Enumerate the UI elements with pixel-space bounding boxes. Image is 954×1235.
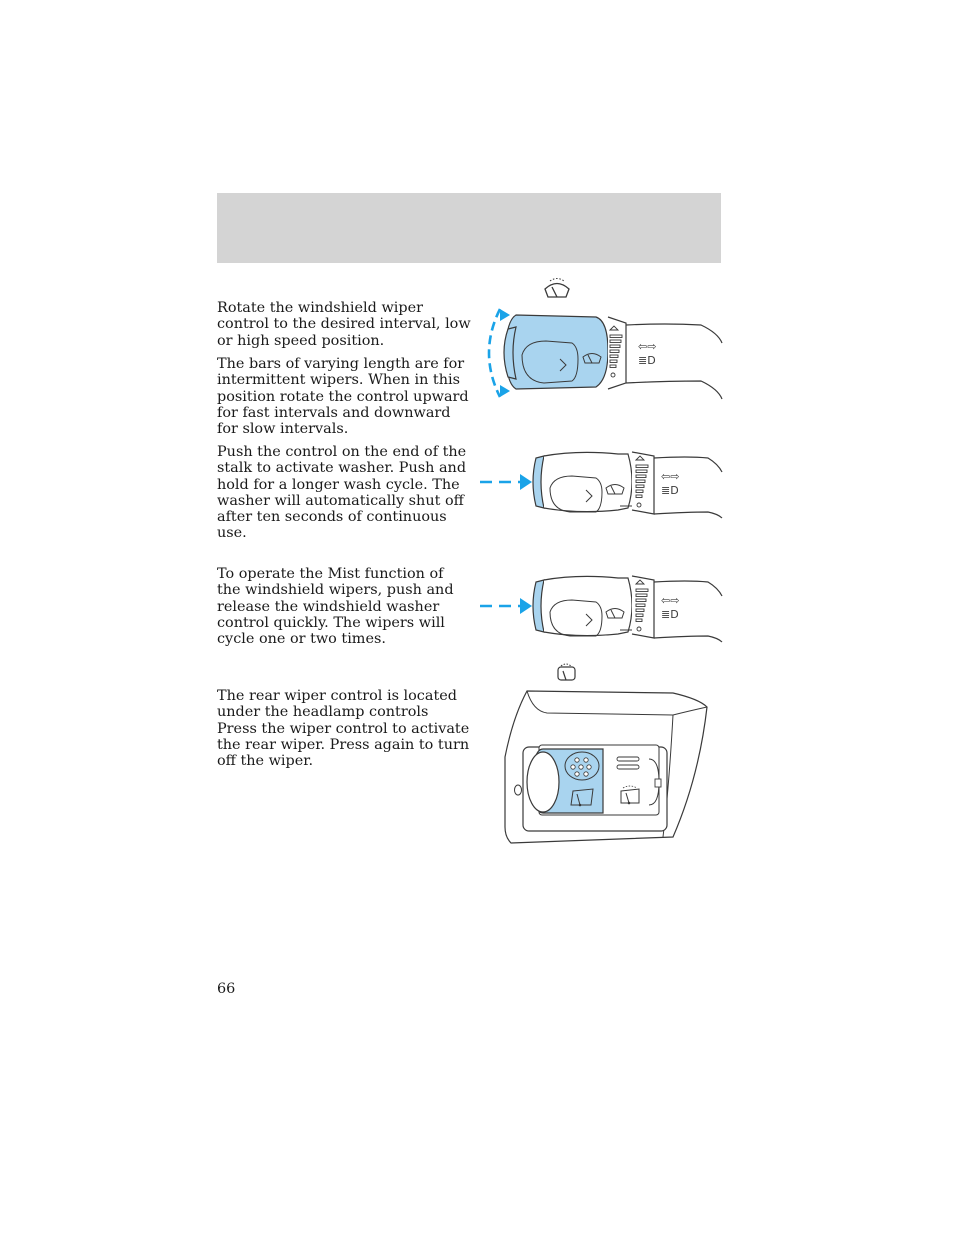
high-beam-icon: ≣D [638, 354, 656, 367]
rear-wiper-switch-figure [503, 687, 711, 847]
stalk-arm-bottom [626, 381, 722, 399]
paragraph-mist: To operate the Mist function of the windshield wipers, push and release the windshield washer control quickly. The wipers will cycle one or two times. [217, 566, 454, 648]
section-header-band [217, 193, 721, 263]
knob-face [527, 752, 559, 812]
washer-stalk-figure [478, 442, 722, 520]
mist-stalk-figure [478, 566, 722, 644]
turn-signal-icon: ⇦⇨ [661, 594, 680, 607]
high-beam-icon: ≣D [661, 608, 679, 621]
turn-signal-icon: ⇦⇨ [661, 470, 680, 483]
paragraph-intermittent-bars: The bars of varying length are for intermittent wipers. When in this position rotate the control upward for fast intervals and downward for slow intervals. [217, 356, 469, 438]
turn-signal-icon: ⇦⇨ [638, 340, 657, 353]
washer-push-end [533, 580, 544, 632]
wiper-control-sleeve [506, 315, 608, 389]
paragraph-washer: Push the control on the end of the stalk to activate washer. Push and hold for a longer wash cycle. The washer will automatically shut off after ten seconds of continuous use. [217, 444, 467, 542]
rear-wiper-icon [556, 662, 578, 684]
windshield-wiper-icon [541, 275, 573, 301]
high-beam-icon: ≣D [661, 484, 679, 497]
rotate-wiper-stalk-figure [486, 303, 722, 403]
washer-push-end [533, 456, 544, 508]
rotate-direction-arrow [489, 309, 500, 397]
page-number: 66 [217, 981, 236, 997]
paragraph-rear-wiper: The rear wiper control is located under the headlamp controls Press the wiper control to activate the rear wiper. Press again to turn off the wiper. [217, 688, 470, 770]
paragraph-rotate-wiper: Rotate the windshield wiper control to the desired interval, low or high speed position. [217, 300, 471, 349]
